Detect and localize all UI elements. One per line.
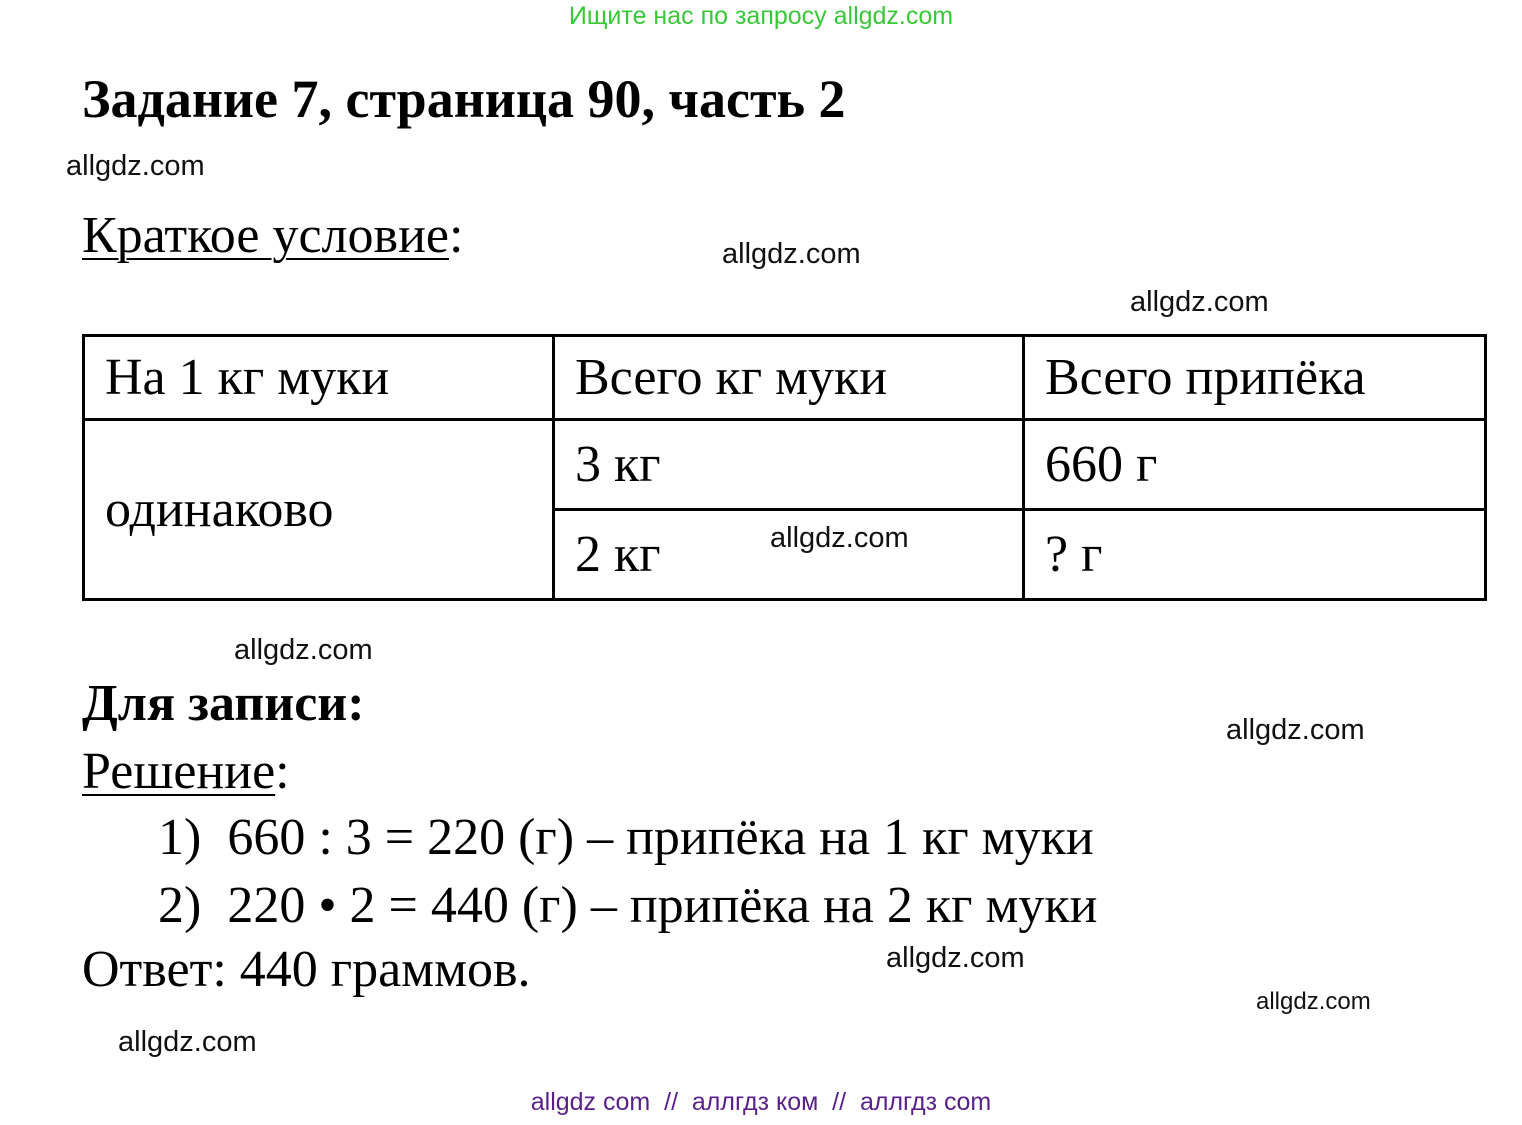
watermark: allgdz.com: [1256, 988, 1371, 1015]
step-text: 660 : 3 = 220 (г) – припёка на 1 кг муки: [227, 809, 1094, 866]
table-row: [84, 420, 1486, 510]
condition-heading-colon: :: [448, 207, 464, 264]
table-header-cell: На 1 кг муки: [84, 336, 554, 420]
watermark: allgdz.com: [234, 634, 373, 666]
table-cell-merged: одинаково: [84, 420, 554, 600]
step-number: 1): [158, 809, 202, 866]
step-text: 220 • 2 = 440 (г) – припёка на 2 кг муки: [227, 877, 1098, 934]
solution-step: [158, 876, 1097, 935]
page-title: Задание 7, страница 90, часть 2: [82, 69, 846, 129]
table-cell: 660 г: [1024, 420, 1486, 510]
solution-heading-colon: :: [275, 743, 290, 800]
solution-step: [158, 808, 1094, 867]
record-heading: Для записи:: [82, 675, 365, 732]
table-header-cell: Всего кг муки: [554, 336, 1024, 420]
table-cell: ? г: [1024, 510, 1486, 600]
watermark: allgdz.com: [1226, 714, 1365, 746]
solution-heading-text: Решение: [82, 743, 276, 800]
condition-heading: [82, 206, 463, 265]
table-cell: 3 кг: [554, 420, 1024, 510]
table-header-cell: Всего припёка: [1024, 336, 1486, 420]
watermark: allgdz.com: [722, 238, 861, 270]
answer: Ответ: 440 граммов.: [82, 941, 531, 998]
footer-links: allgdz com // аллгдз ком // аллгдз com: [530, 1088, 992, 1116]
watermark: allgdz.com: [66, 150, 205, 182]
table-cell: 2 кг: [554, 510, 1024, 600]
watermark: allgdz.com: [1130, 286, 1269, 318]
solution-heading: [82, 742, 290, 801]
step-number: 2): [158, 877, 202, 934]
search-banner: Ищите нас по запросу allgdz.com: [568, 2, 954, 30]
condition-heading-text: Краткое условие: [82, 207, 449, 264]
condition-table: [82, 334, 1487, 601]
watermark: allgdz.com: [118, 1026, 257, 1058]
table-header-row: [84, 336, 1486, 420]
watermark: allgdz.com: [770, 522, 909, 554]
watermark: allgdz.com: [886, 942, 1025, 974]
